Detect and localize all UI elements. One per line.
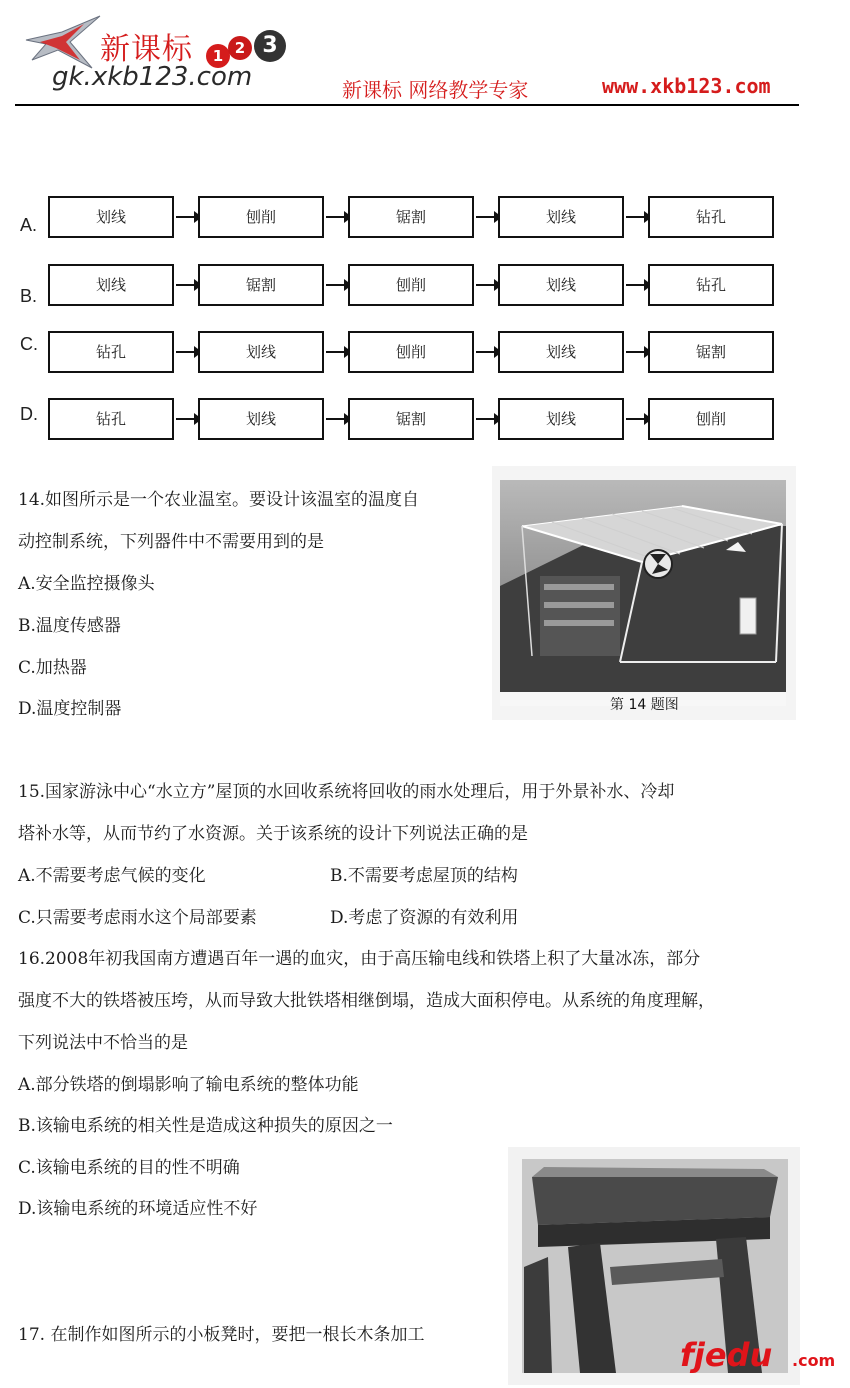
option-label: D. — [20, 404, 38, 424]
process-step: 刨削 — [648, 398, 774, 440]
header-divider — [15, 104, 799, 106]
logo-url: gk.xkb123.com — [52, 62, 253, 92]
process-step: 划线 — [498, 331, 624, 373]
arrow-right-icon — [476, 216, 496, 218]
arrow-right-icon — [176, 284, 196, 286]
process-step: 刨削 — [348, 331, 474, 373]
choice-d: D.温度控制器 — [18, 699, 122, 719]
process-step: 锯割 — [648, 331, 774, 373]
arrow-right-icon — [626, 216, 646, 218]
choice-d: D.该输电系统的环境适应性不好 — [18, 1199, 258, 1219]
arrow-right-icon — [326, 284, 346, 286]
watermark-suffix: .com — [792, 1351, 836, 1370]
choice-a: A.不需要考虑气候的变化 — [18, 866, 206, 886]
process-step: 刨削 — [348, 264, 474, 306]
header-slogan-url: www.xkb123.com — [602, 74, 771, 98]
process-step: 划线 — [198, 398, 324, 440]
watermark-logo: fjedu — [680, 1336, 773, 1374]
arrow-right-icon — [626, 418, 646, 420]
question-text: 14.如图所示是一个农业温室。要设计该温室的温度自 — [18, 490, 420, 510]
arrow-right-icon — [476, 418, 496, 420]
header-slogan: 新课标 网络教学专家 — [342, 78, 529, 102]
arrow-right-icon — [476, 351, 496, 353]
greenhouse-image — [492, 466, 796, 720]
process-step: 划线 — [498, 398, 624, 440]
question-text: 动控制系统，下列器件中不需要用到的是 — [18, 532, 324, 552]
question-text: 塔补水等，从而节约了水资源。关于该系统的设计下列说法正确的是 — [18, 824, 528, 844]
choice-a: A.安全监控摄像头 — [18, 574, 155, 594]
question-text: 强度不大的铁塔被压垮，从而导致大批铁塔相继倒塌，造成大面积停电。从系统的角度理解， — [18, 991, 715, 1011]
option-label: A. — [20, 215, 38, 235]
question-text: 16.2008年初我国南方遭遇百年一遇的血灾，由于高压输电线和铁塔上积了大量冰冻，部分 — [18, 949, 701, 969]
arrow-right-icon — [626, 284, 646, 286]
choice-b: B.不需要考虑屋顶的结构 — [330, 866, 518, 886]
arrow-right-icon — [326, 418, 346, 420]
choice-c: C.加热器 — [18, 658, 87, 678]
process-step: 刨削 — [198, 196, 324, 238]
choice-b: B.该输电系统的相关性是造成这种损失的原因之一 — [18, 1116, 393, 1136]
arrow-right-icon — [176, 216, 196, 218]
process-step: 锯割 — [198, 264, 324, 306]
process-step: 钻孔 — [648, 264, 774, 306]
choice-b: B.温度传感器 — [18, 616, 121, 636]
choice-d: D.考虑了资源的有效利用 — [330, 908, 519, 928]
arrow-right-icon — [176, 351, 196, 353]
arrow-right-icon — [476, 284, 496, 286]
process-step: 锯割 — [348, 398, 474, 440]
logo-title: 新课标 — [100, 32, 193, 67]
process-step: 钻孔 — [48, 331, 174, 373]
process-step: 划线 — [498, 196, 624, 238]
choice-c: C.只需要考虑雨水这个局部要素 — [18, 908, 257, 928]
arrow-right-icon — [626, 351, 646, 353]
process-step: 划线 — [498, 264, 624, 306]
arrow-right-icon — [176, 418, 196, 420]
process-step: 划线 — [48, 264, 174, 306]
logo-number-3: 3 — [254, 30, 286, 62]
option-label: B. — [20, 286, 38, 306]
arrow-right-icon — [326, 351, 346, 353]
process-step: 钻孔 — [648, 196, 774, 238]
question-text: 15.国家游泳中心“水立方”屋顶的水回收系统将回收的雨水处理后，用于外景补水、冷却 — [18, 782, 675, 802]
arrow-right-icon — [326, 216, 346, 218]
process-step: 划线 — [48, 196, 174, 238]
choice-c: C.该输电系统的目的性不明确 — [18, 1158, 240, 1178]
process-step: 锯割 — [348, 196, 474, 238]
choice-a: A.部分铁塔的倒塌影响了输电系统的整体功能 — [18, 1075, 359, 1095]
figure-caption: 第 14 题图 — [610, 697, 679, 713]
logo-number-1: 1 — [206, 44, 230, 68]
logo-number-2: 2 — [228, 36, 252, 60]
process-step: 划线 — [198, 331, 324, 373]
question-text: 17. 在制作如图所示的小板凳时，要把一根长木条加工 — [18, 1325, 425, 1345]
question-text: 下列说法中不恰当的是 — [18, 1033, 188, 1053]
option-label: C. — [20, 334, 38, 354]
process-step: 钻孔 — [48, 398, 174, 440]
